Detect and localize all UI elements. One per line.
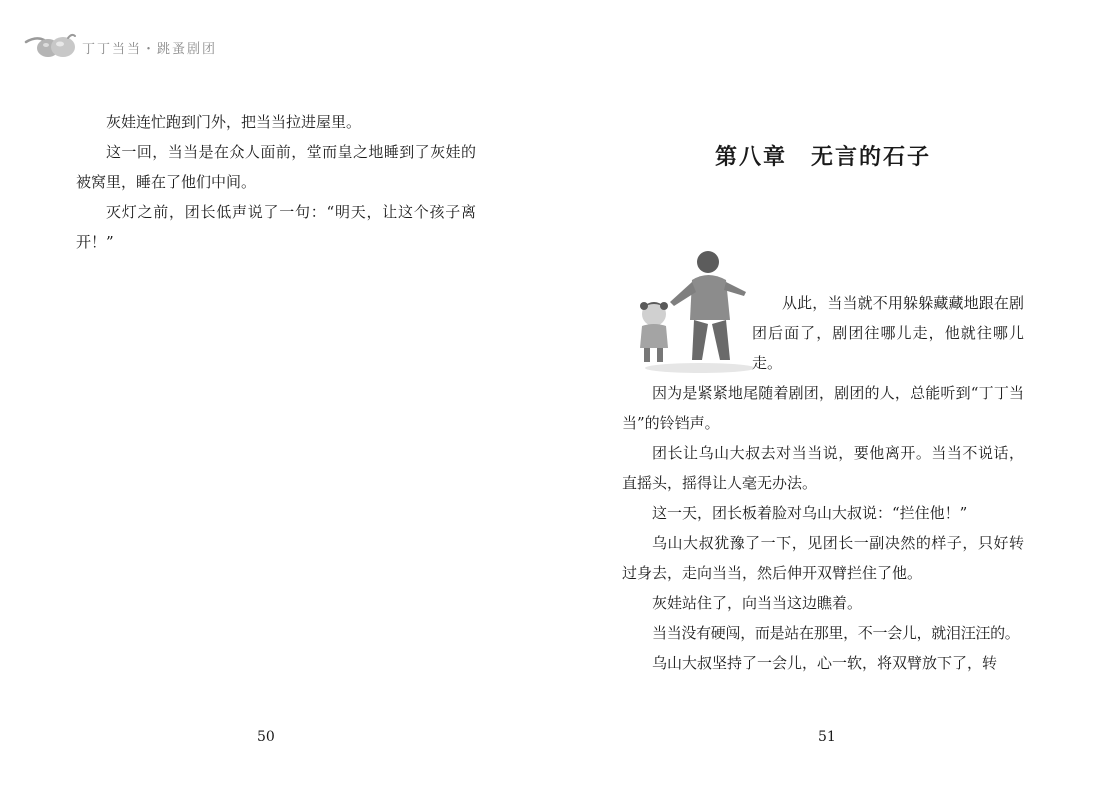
- paragraph: 当当没有硬闯，而是站在那里，不一会儿，就泪汪汪的。: [652, 624, 1020, 642]
- series-header: [22, 30, 217, 64]
- paragraph: 乌山大叔坚持了一会儿，心一软，将双臂放下了，转: [652, 654, 998, 672]
- left-page-body: [76, 107, 476, 257]
- paragraph: 这一天，团长板着脸对乌山大叔说：“拦住他！”: [652, 504, 968, 522]
- right-page-body: [622, 378, 1024, 678]
- first-paragraph-wrap: [752, 288, 1024, 378]
- paragraph: 乌山大叔犹豫了一下，见团长一副决然的样子，只好转过身去，走向当当，然后伸开双臂拦住了他。: [622, 534, 1024, 582]
- paragraph: 灭灯之前，团长低声说了一句：“明天，让这个孩子离开！”: [76, 203, 476, 251]
- gourd-logo-icon: [22, 30, 80, 64]
- children-illustration: [630, 246, 760, 374]
- page-number-left: 50: [257, 729, 275, 745]
- page-number-right: 51: [818, 729, 836, 745]
- chapter-title: 第八章 无言的石子: [714, 144, 931, 170]
- series-title: 丁丁当当・跳蚤剧团: [82, 41, 218, 57]
- paragraph: 这一回，当当是在众人面前，堂而皇之地睡到了灰娃的被窝里，睡在了他们中间。: [76, 143, 476, 191]
- paragraph: 灰娃站住了，向当当这边瞧着。: [652, 594, 863, 612]
- paragraph: 灰娃连忙跑到门外，把当当拉进屋里。: [106, 113, 362, 131]
- paragraph: 从此，当当就不用躲躲藏藏地跟在剧团后面了，剧团往哪儿走，他就往哪儿走。: [752, 294, 1024, 372]
- paragraph: 因为是紧紧地尾随着剧团，剧团的人，总能听到“丁丁当当”的铃铛声。: [622, 384, 1024, 432]
- paragraph: 团长让乌山大叔去对当当说，要他离开。当当不说话，直摇头，摇得让人毫无办法。: [622, 444, 1024, 492]
